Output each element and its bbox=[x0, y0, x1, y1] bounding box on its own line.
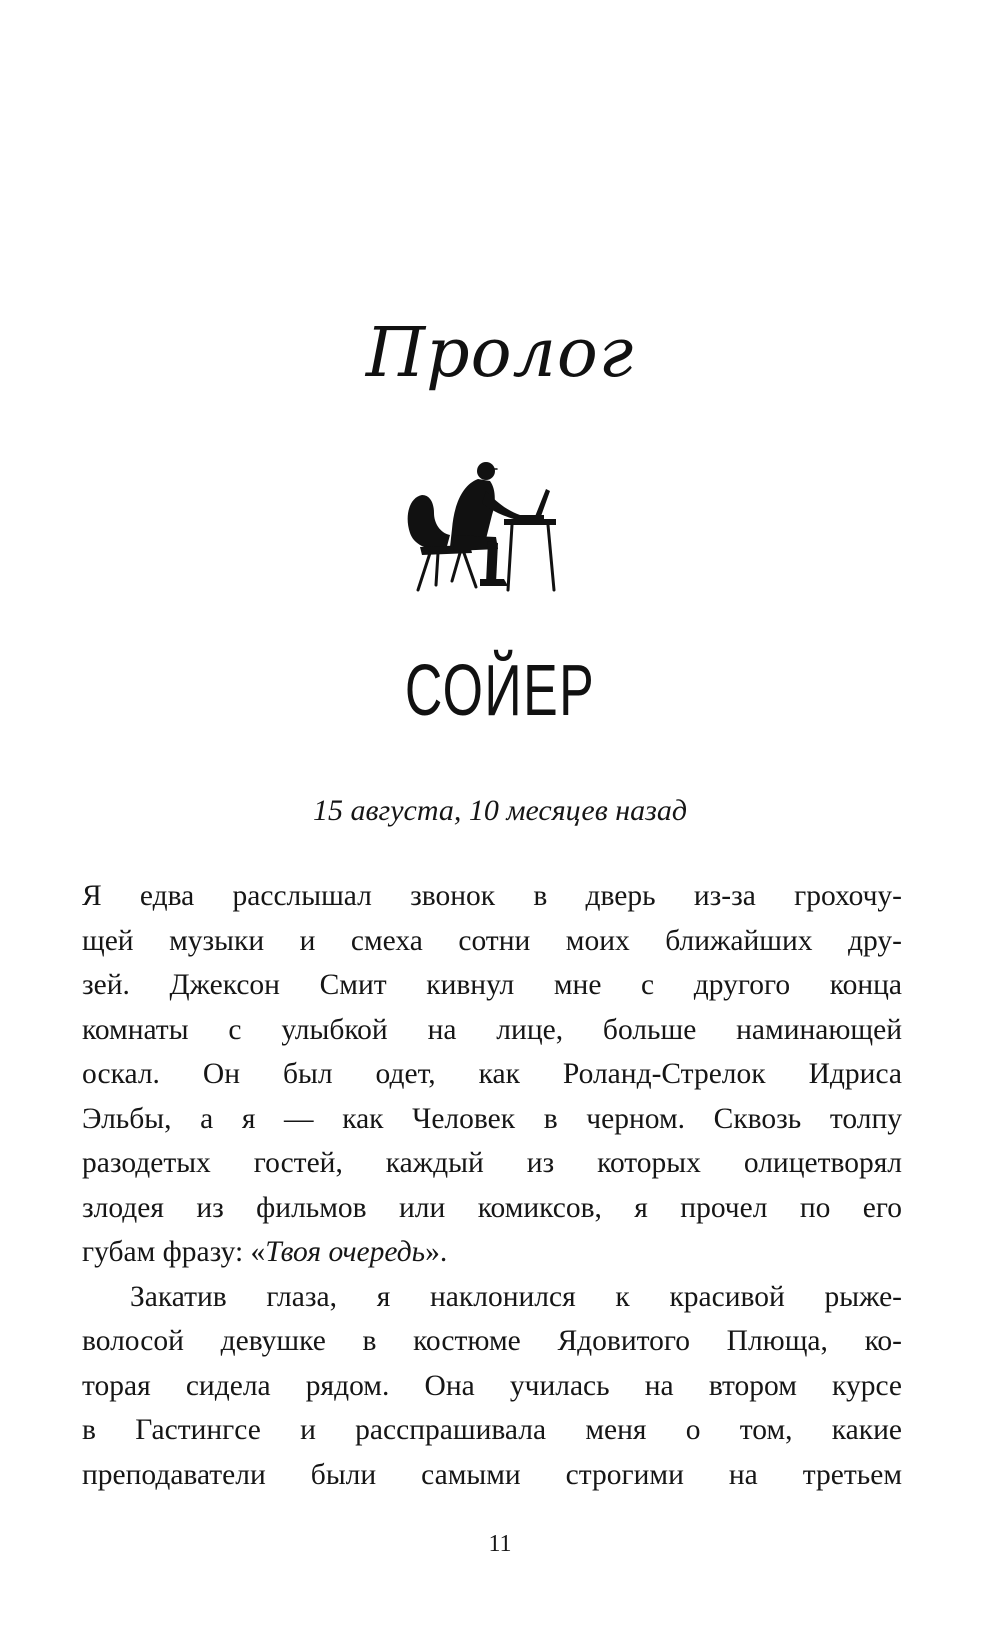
chapter-dateline: 15 августа, 10 месяцев назад bbox=[312, 794, 688, 827]
text-fragment: ». bbox=[425, 1236, 448, 1268]
pov-character-name: СОЙЕР bbox=[404, 651, 596, 731]
text-line: Эльбы, а я — как Человек в черном. Сквозь толпу bbox=[82, 1102, 902, 1135]
text-line: Я едва расслышал звонок в дверь из-за грохочу- bbox=[82, 880, 902, 912]
text-line: преподаватели были самыми строгими на третьем bbox=[82, 1458, 902, 1491]
body-text bbox=[82, 874, 902, 1497]
text-line: комнаты с улыбкой на лице, больше наминающей bbox=[82, 1013, 902, 1046]
text-line: зей. Джексон Смит кивнул мне с другого конца bbox=[82, 969, 902, 1001]
text-line: оскал. Он был одет, как Роланд-Стрелок Идриса bbox=[82, 1058, 902, 1090]
page-number: 11 bbox=[488, 1531, 512, 1557]
chapter-title: Пролог bbox=[365, 314, 635, 393]
text-line: щей музыки и смеха сотни моих ближайших дру- bbox=[82, 924, 902, 957]
text-line: волосой девушке в костюме Ядовитого Плюща, ко- bbox=[82, 1325, 902, 1357]
paragraph-first-line: Закатив глаза, я наклонился к красивой рыже- bbox=[130, 1280, 902, 1313]
text-line: злодея из фильмов или комиксов, я прочел по его bbox=[82, 1191, 902, 1224]
text-line: разодетых гостей, каждый из которых олицетворял bbox=[82, 1147, 902, 1179]
man-at-laptop-silhouette-icon bbox=[400, 455, 580, 595]
text-line: в Гастингсе и расспрашивала меня о том, какие bbox=[82, 1414, 902, 1446]
italic-quote: Твоя очередь bbox=[265, 1236, 426, 1268]
text-line-with-quote bbox=[82, 1230, 902, 1275]
text-fragment: губам фразу: « bbox=[82, 1236, 266, 1268]
text-line: торая сидела рядом. Она училась на втором курсе bbox=[82, 1369, 902, 1402]
